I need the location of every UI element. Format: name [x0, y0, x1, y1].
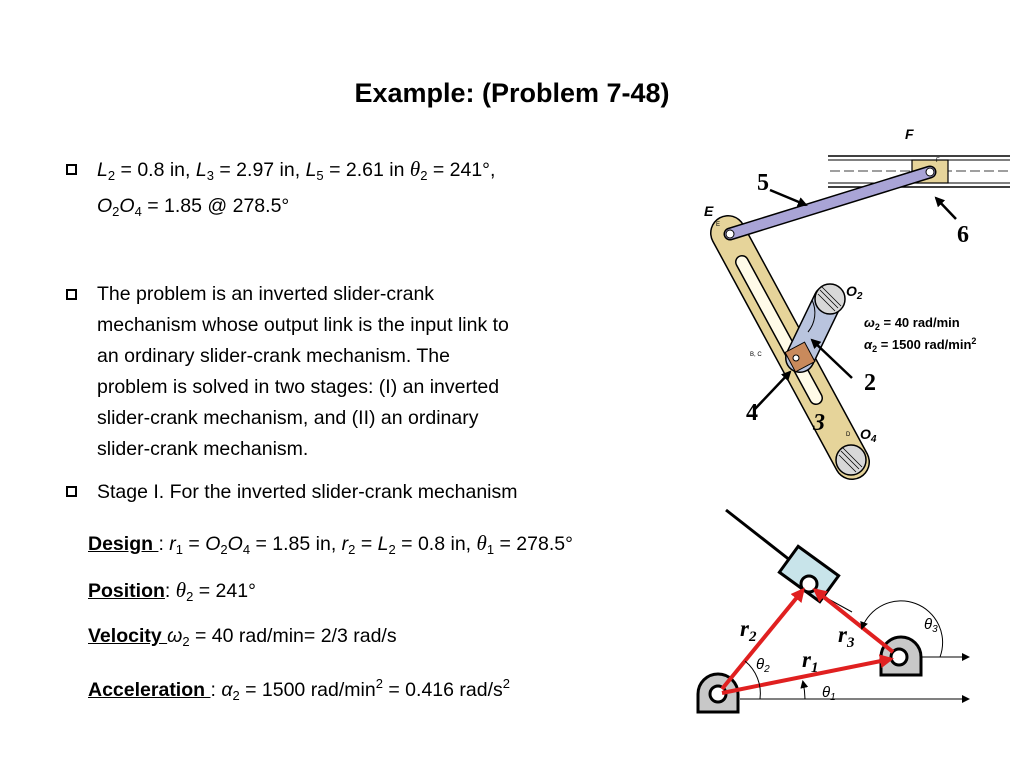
pin-E-icon [726, 230, 734, 238]
label-BC: B, C [750, 352, 762, 358]
pin-F-icon [926, 168, 934, 176]
sub: 2 [186, 589, 194, 604]
label-small-F: F [936, 158, 940, 164]
text: ω [864, 315, 875, 330]
colon: : [158, 533, 170, 555]
value: = 2.61 in [323, 159, 410, 181]
label-r1 [802, 647, 818, 677]
label-small-E: E [716, 222, 721, 228]
var-L2: L [377, 533, 389, 555]
label-O2 [846, 283, 862, 302]
arrow-6-icon [936, 198, 956, 219]
value: = 1.85 in, [250, 533, 342, 555]
text: θ [822, 684, 831, 701]
sup: 2 [375, 676, 383, 691]
sub: 4 [870, 434, 877, 445]
velocity-line [88, 621, 397, 657]
given-line-1 [97, 154, 495, 191]
var-O2: O [205, 533, 221, 555]
description-line: problem is solved in two stages: (I) an inverted [97, 376, 500, 398]
description-line: mechanism whose output link is the input link to [97, 314, 509, 336]
text: r [740, 616, 749, 641]
var-alpha2: α [221, 679, 233, 701]
bullet-stage-one: Stage I. For the inverted slider-crank mechanism [97, 481, 518, 503]
var-L5: L [305, 159, 317, 181]
sub: 2 [764, 664, 770, 675]
omega-label [864, 315, 960, 332]
ground-pivot-O2 [815, 284, 845, 314]
value: = 278.5° [494, 533, 573, 555]
value: = 40 rad/min [879, 315, 960, 330]
value: = 0.8 in, [115, 159, 196, 181]
value: = 241°, [427, 159, 496, 181]
text: α [864, 337, 873, 352]
text: r [802, 647, 811, 672]
var-r2: r [341, 533, 349, 555]
design-label: Design [88, 533, 159, 555]
value: = 2.97 in, [213, 159, 306, 181]
label-E: E [704, 203, 714, 219]
acceleration-label: Acceleration [88, 679, 211, 701]
value: = 40 rad/min= 2/3 rad/s [189, 625, 397, 647]
sub: 2 [856, 291, 863, 302]
sub: 3 [206, 168, 214, 183]
sub: 2 [348, 542, 356, 557]
sup: 2 [502, 676, 510, 691]
sub: 2 [182, 634, 190, 649]
position-line [88, 575, 256, 612]
slide-title: Example: (Problem 7-48) [354, 78, 670, 108]
ground-pivot-O4 [836, 445, 866, 475]
sub: 1 [810, 660, 819, 676]
arrow-4-icon [754, 372, 790, 410]
value: = 1.85 @ 278.5° [141, 195, 290, 217]
label-small-D: D [846, 432, 851, 438]
var-theta1: θ [476, 531, 487, 555]
label-link-2: 2 [864, 370, 876, 396]
bullet-problem-description [97, 279, 509, 465]
label-theta1 [822, 684, 836, 703]
text: O [846, 283, 857, 299]
value: = 0.416 rad/s [382, 679, 503, 701]
position-label: Position [88, 580, 165, 602]
description-line: The problem is an inverted slider-crank [97, 283, 435, 305]
value: = 0.8 in, [395, 533, 477, 555]
bullet-checkbox-icon [66, 289, 77, 300]
value: = 1500 rad/min [239, 679, 376, 701]
ground-pivot-right [881, 637, 921, 675]
sub: 5 [316, 168, 324, 183]
text: θ [756, 656, 765, 673]
label-link-4: 4 [746, 400, 758, 426]
sub: 2 [420, 168, 428, 183]
sub: 2 [107, 168, 116, 183]
design-line [88, 528, 573, 565]
theta1-arc-icon [803, 682, 805, 699]
sub: 2 [748, 629, 757, 645]
text: r [838, 622, 847, 647]
colon: : [164, 580, 176, 602]
sub: 3 [932, 624, 938, 635]
sub: 1 [486, 542, 495, 557]
label-F: F [905, 126, 914, 142]
label-r2 [740, 616, 756, 646]
pin-BC-icon [793, 355, 799, 361]
sub: 4 [242, 542, 251, 557]
arrow-5-icon [770, 190, 806, 205]
label-theta3 [924, 616, 938, 635]
value: = 1500 rad/min [877, 337, 972, 352]
given-line-2 [97, 191, 495, 227]
description-line: slider-crank mechanism. [97, 438, 309, 460]
equals: = [183, 533, 206, 555]
description-line: slider-crank mechanism, and (II) an ordinary [97, 407, 479, 429]
sub: 2 [872, 344, 878, 354]
sub: 2 [388, 542, 396, 557]
var-r1: r [169, 533, 176, 555]
description-line: an ordinary slider-crank mechanism. The [97, 345, 450, 367]
sup: 2 [971, 336, 977, 346]
label-O4 [860, 426, 876, 445]
text: O [860, 426, 871, 442]
vector-loop-diagram [690, 500, 1024, 730]
bullet-checkbox-icon [66, 164, 77, 175]
velocity-label: Velocity [88, 625, 168, 647]
sub: 3 [846, 635, 855, 651]
var-L2: L [97, 159, 108, 181]
text: θ [924, 616, 933, 633]
alpha-label [864, 336, 976, 354]
sub: 2 [112, 204, 120, 219]
equals: = [355, 533, 378, 555]
var-O2: O [97, 195, 113, 217]
sub: 2 [874, 322, 880, 332]
var-omega2: ω [167, 625, 183, 647]
label-r3 [838, 622, 854, 652]
sub: 1 [175, 542, 184, 557]
label-link-3: 3 [813, 410, 825, 436]
var-theta2: θ [409, 157, 421, 181]
var-O4: O [227, 533, 243, 555]
bullet-given-values [97, 154, 495, 227]
colon: : [210, 679, 222, 701]
mechanism-diagram [690, 120, 1024, 490]
acceleration-line [88, 668, 510, 711]
var-theta2: θ [175, 578, 187, 602]
sub: 2 [220, 542, 228, 557]
label-link-6: 6 [957, 222, 969, 248]
value: = 241° [193, 580, 256, 602]
sub: 2 [232, 688, 240, 703]
bullet-checkbox-icon [66, 486, 77, 497]
sub: 1 [830, 692, 836, 703]
var-L3: L [195, 159, 207, 181]
var-O4: O [119, 195, 135, 217]
label-link-5: 5 [757, 170, 769, 196]
label-theta2 [756, 656, 770, 675]
sub: 4 [134, 204, 142, 219]
slider-pin-icon [801, 576, 817, 592]
